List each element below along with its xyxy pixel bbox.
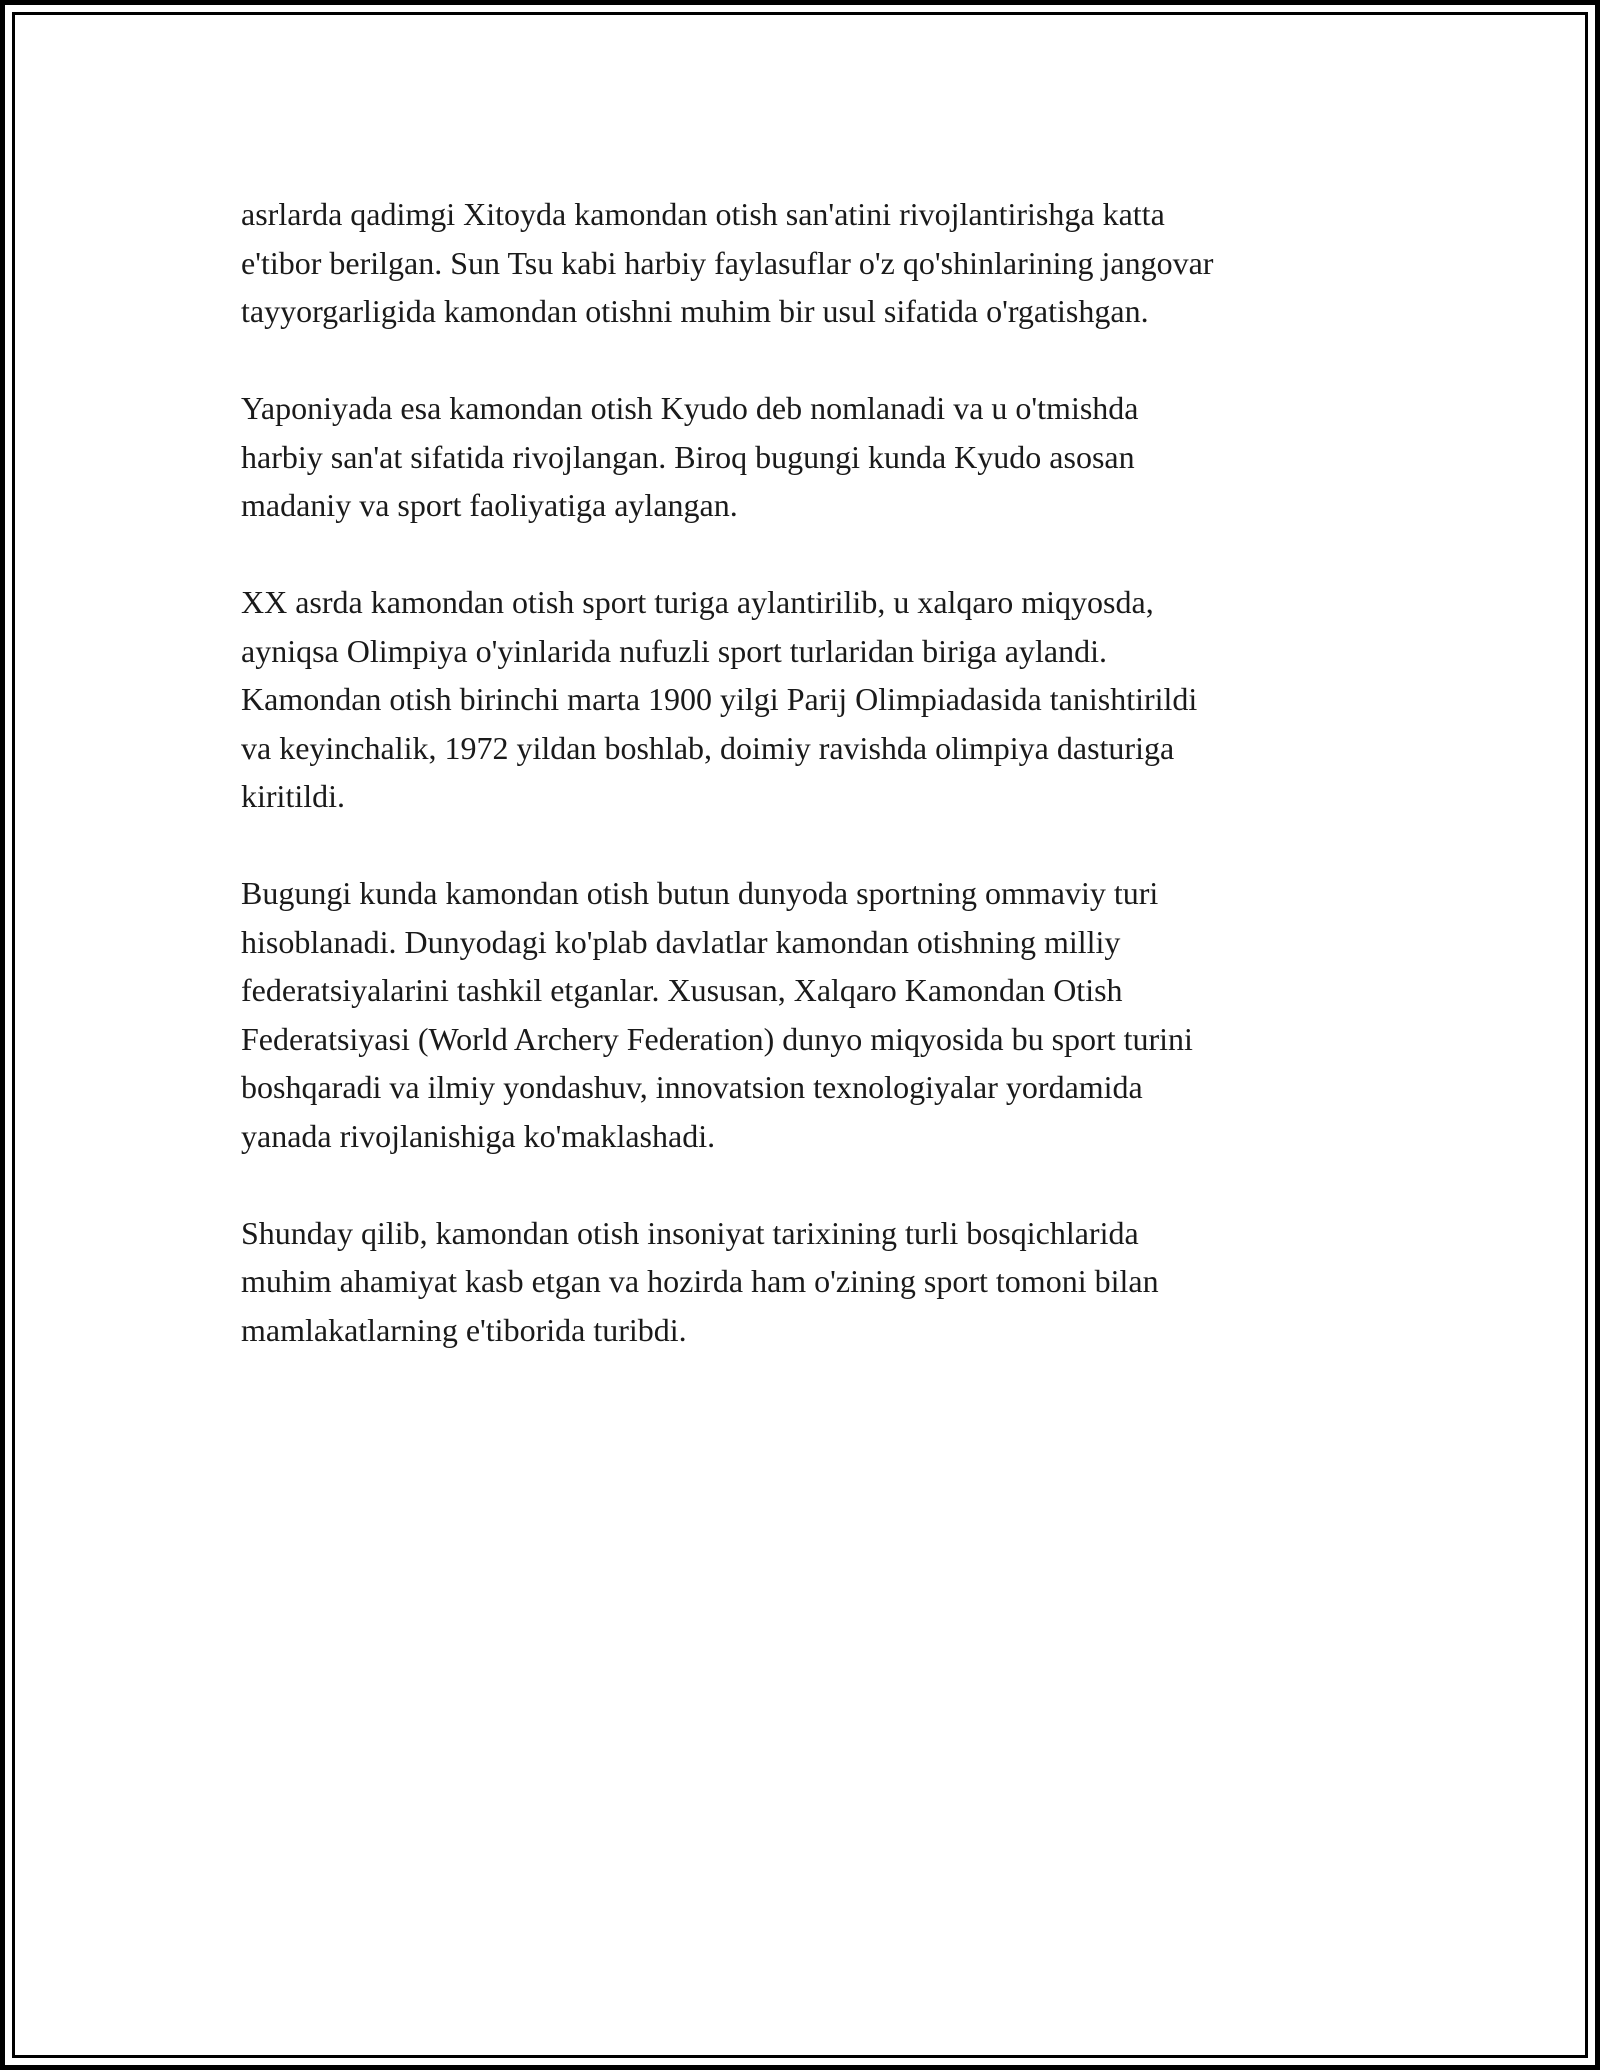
text-line: asrlarda qadimgi Xitoyda kamondan otish san'atini rivojlantirishga katta <box>241 196 1165 232</box>
paragraph-1 <box>241 190 1371 336</box>
text-line: federatsiyalarini tashkil etganlar. Xususan, Xalqaro Kamondan Otish <box>241 972 1123 1008</box>
text-line: Federatsiyasi (World Archery Federation) dunyo miqyosida bu sport turini <box>241 1020 1193 1057</box>
paragraph-3 <box>241 578 1371 821</box>
text-line: muhim ahamiyat kasb etgan va hozirda ham o'zining sport tomoni bilan <box>241 1263 1159 1299</box>
text-line: Bugungi kunda kamondan otish butun dunyoda sportning ommaviy turi <box>241 875 1159 911</box>
text-line: boshqaradi va ilmiy yondashuv, innovatsion texnologiyalar yordamida <box>241 1069 1143 1105</box>
paragraph-2 <box>241 384 1371 530</box>
text-line: mamlakatlarning e'tiborida turibdi. <box>241 1311 687 1348</box>
text-line: hisoblanadi. Dunyodagi ko'plab davlatlar kamondan otishning milliy <box>241 923 1121 960</box>
paragraph-4 <box>241 869 1371 1160</box>
text-line: madaniy va sport faoliyatiga aylangan. <box>241 487 738 523</box>
text-line: va keyinchalik, 1972 yildan boshlab, doimiy ravishda olimpiya dasturiga <box>241 729 1175 766</box>
paragraph-5 <box>241 1209 1371 1355</box>
text-line: tayyorgarligida kamondan otishni muhim bir usul sifatida o'rgatishgan. <box>241 293 1149 329</box>
text-line: ayniqsa Olimpiya o'yinlarida nufuzli sport turlaridan biriga aylandi. <box>241 632 1107 669</box>
text-line: XX asrda kamondan otish sport turiga aylantirilib, u xalqaro miqyosda, <box>241 584 1154 620</box>
text-line: harbiy san'at sifatida rivojlangan. Biroq bugungi kunda Kyudo asosan <box>241 438 1135 475</box>
text-line: yanada rivojlanishiga ko'maklashadi. <box>241 1117 716 1154</box>
text-line: kiritildi. <box>241 778 345 814</box>
text-line: Shunday qilib, kamondan otish insoniyat tarixining turli bosqichlarida <box>241 1214 1139 1251</box>
text-line: e'tibor berilgan. Sun Tsu kabi harbiy faylasuflar o'z qo'shinlarining jangovar <box>241 244 1214 281</box>
text-line: Yaponiyada esa kamondan otish Kyudo deb nomlanadi va u o'tmishda <box>241 390 1139 426</box>
document-body <box>241 190 1371 1403</box>
text-line: Kamondan otish birinchi marta 1900 yilgi Parij Olimpiadasida tanishtirildi <box>241 681 1198 717</box>
